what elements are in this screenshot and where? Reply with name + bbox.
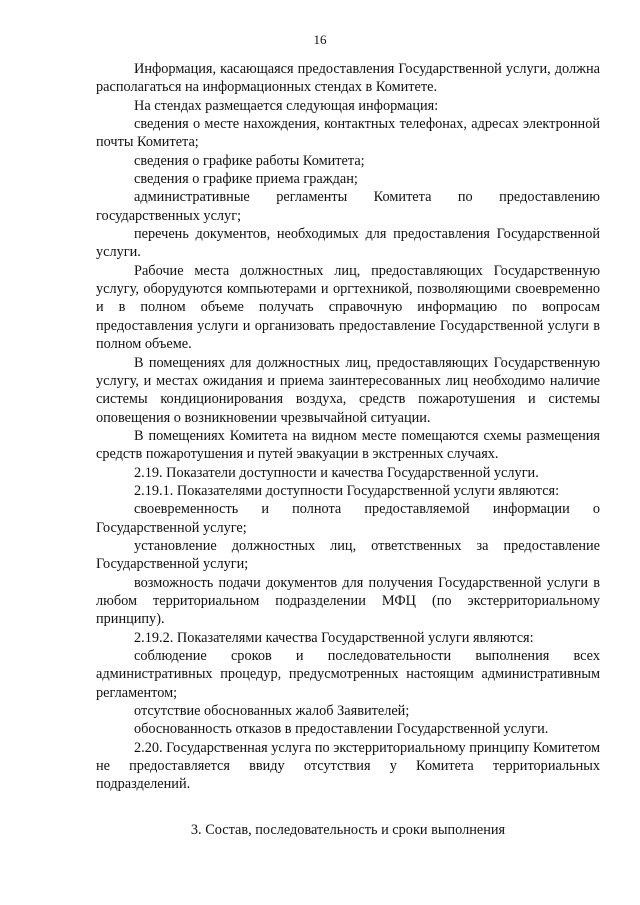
paragraph: Рабочие места должностных лиц, предоставляющих Государственную услугу, оборудуются компьютерами и оргтехникой, позволяющими своевременно и в полном объеме получать справочную информацию по вопросам предоставления услуги и организовать предоставление Государственной услуги в полном объеме. [96, 262, 600, 353]
paragraph: сведения о графике работы Комитета; [134, 152, 365, 169]
paragraph: возможность подачи документов для получения Государственной услуги в любом территориальном подразделении МФЦ (по экстерриториальному принципу). [96, 574, 600, 628]
paragraph: соблюдение сроков и последовательности выполнения всех административных процедур, предусмотренных настоящим административным регламентом; [96, 648, 600, 701]
paragraph: своевременность и полнота предоставляемой информации о Государственной услуге; [96, 501, 600, 536]
paragraph: установление должностных лиц, ответственных за предоставление Государственной услуги; [96, 537, 600, 573]
page-number: 16 [313, 32, 327, 47]
paragraph: обоснованность отказов в предоставлении Государственной услуги. [134, 721, 549, 738]
document-body [96, 60, 600, 839]
paragraph: В помещениях для должностных лиц, предоставляющих Государственную услугу, и местах ожидания и приема заинтересованных лиц необходимо наличие системы кондиционирования воздуха, средств пожаротушения и системы оповещения о возникновении чрезвычайной ситуации. [96, 354, 600, 426]
paragraph: отсутствие обоснованных жалоб Заявителей; [134, 703, 410, 720]
paragraph: 2.19.2. Показателями качества Государственной услуги являются: [134, 629, 534, 646]
paragraph: 2.19.1. Показателями доступности Государственной услуги являются: [134, 482, 560, 499]
paragraph: перечень документов, необходимых для предоставления Государственной услуги. [96, 226, 600, 261]
paragraph: В помещениях Комитета на видном месте помещаются схемы размещения средств пожаротушения и путей эвакуации в экстренных случаях. [96, 427, 600, 463]
paragraph: сведения о месте нахождения, контактных телефонах, адресах электронной почты Комитета; [96, 116, 600, 151]
section-heading: 3. Состав, последовательность и сроки выполнения [190, 821, 506, 838]
paragraph: сведения о графике приема граждан; [134, 171, 358, 188]
paragraph: административные регламенты Комитета по предоставлению государственных услуг; [96, 189, 600, 224]
paragraph: 2.19. Показатели доступности и качества Государственной услуги. [134, 464, 539, 481]
paragraph: На стендах размещается следующая информация: [134, 97, 439, 114]
paragraph: 2.20. Государственная услуга по экстерриториальному принципу Комитетом не предоставляется ввиду отсутствия у Комитета территориальных подразделений. [96, 739, 600, 793]
paragraph: Информация, касающаяся предоставления Государственной услуги, должна располагаться на информационных стендах в Комитете. [96, 61, 600, 96]
